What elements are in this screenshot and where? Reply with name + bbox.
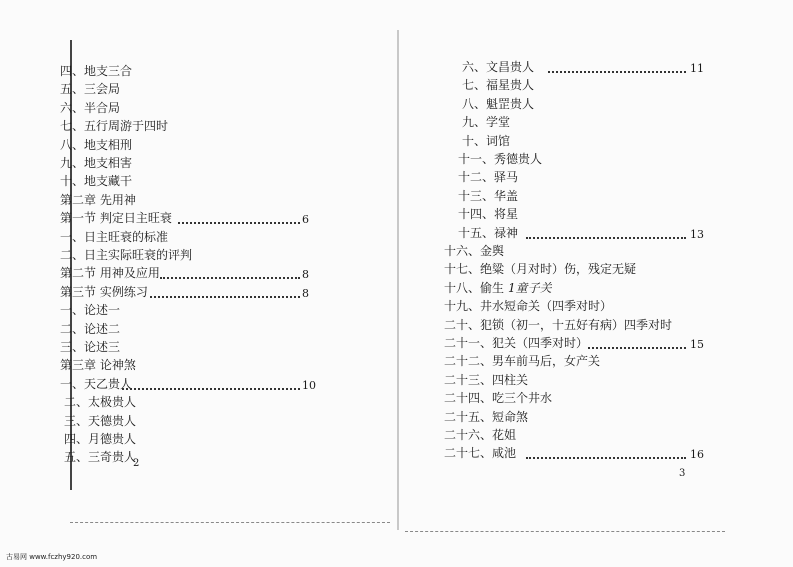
toc-entry-title: 四、月德贵人: [64, 432, 137, 446]
toc-entry: [60, 358, 136, 373]
toc-entry: [458, 152, 542, 167]
toc-entry: [444, 354, 600, 369]
toc-page-number: 8: [302, 268, 309, 282]
toc-entry: [60, 193, 136, 208]
toc-entry-title: 二、日主实际旺衰的评判: [60, 248, 193, 262]
toc-entry: [462, 97, 534, 112]
toc-entry-title: 二十六、花姐: [444, 428, 517, 442]
toc-entry-title: 二十二、男车前马后，女产关: [444, 354, 601, 369]
toc-entry-title: 七、福星贵人: [462, 78, 535, 93]
toc-entry: [60, 285, 148, 300]
toc-page-number: 15: [690, 338, 704, 351]
toc-entry: [60, 303, 120, 318]
toc-entry-title: 九、学堂: [462, 115, 511, 130]
toc-entry: [60, 119, 168, 134]
toc-entry: [64, 450, 136, 465]
toc-entry: [60, 82, 120, 97]
toc-entry-title: 十八、偷生: [444, 280, 505, 295]
toc-entry: [60, 340, 120, 355]
toc-entry: [60, 248, 192, 263]
toc-page-number: 10: [302, 378, 316, 392]
toc-entry-title: 二十一、犯关（四季对时）: [444, 336, 589, 350]
toc-entry: [444, 299, 612, 314]
toc-entry: [444, 262, 636, 277]
toc-page-number: 8: [302, 286, 309, 300]
toc-entry: [60, 64, 132, 79]
toc-entry-title: 一、论述一: [60, 303, 121, 318]
toc-entry: [444, 281, 552, 296]
toc-page-number: 11: [690, 62, 704, 75]
toc-entry-title: 二、太极贵人: [64, 395, 137, 410]
toc-entry-title: 十五、禄神: [458, 225, 519, 240]
toc-entry: [458, 170, 518, 185]
toc-entry-title: 三、天德贵人: [64, 413, 137, 428]
toc-entry: [64, 414, 136, 429]
toc-entry-title: 六、半合局: [60, 100, 121, 115]
toc-entry: [458, 226, 518, 241]
dot-leader: [588, 345, 686, 349]
toc-entry: [444, 446, 516, 461]
left-bottom-rule: [70, 521, 390, 523]
toc-entry-title: 十六、金舆: [444, 244, 505, 258]
toc-entry-title: 第三节 实例练习: [60, 284, 148, 299]
toc-entry-title: 二十四、吃三个井水: [444, 391, 553, 406]
right-page: [398, 0, 793, 540]
toc-entry-title: 二十五、短命煞: [444, 409, 529, 424]
toc-entry: [444, 410, 528, 425]
dot-leader: [548, 69, 686, 73]
toc-entry: [444, 428, 516, 443]
toc-page-number: 13: [690, 227, 704, 241]
toc-entry-title: 第一节 判定日主旺衰: [60, 211, 172, 226]
toc-entry-title: 九、地支相害: [60, 156, 133, 170]
handwritten-note: 1童子关: [508, 280, 552, 295]
toc-entry: [60, 156, 132, 171]
toc-entry-title: 第二节 用神及应用: [60, 266, 160, 281]
toc-entry: [462, 115, 510, 130]
toc-entry: [458, 207, 518, 222]
toc-entry-title: 二十三、四柱关: [444, 372, 529, 387]
dot-leader: [526, 235, 686, 239]
toc-entry-title: 二十七、咸池: [444, 446, 517, 461]
toc-entry-title: 三、论述三: [60, 340, 121, 354]
toc-entry: [444, 244, 504, 259]
toc-entry: [462, 78, 534, 93]
toc-entry: [64, 395, 136, 410]
right-bottom-rule: [405, 530, 725, 532]
toc-entry-title: 六、文昌贵人: [462, 60, 535, 74]
toc-page-number: 6: [302, 213, 309, 227]
toc-entry-title: 十四、将星: [458, 207, 519, 222]
toc-entry-title: 七、五行周游于四时: [60, 119, 169, 134]
toc-entry: [462, 60, 534, 75]
toc-entry-title: 十、地支藏干: [60, 174, 133, 189]
toc-entry: [444, 373, 528, 388]
toc-entry-title: 八、魁罡贵人: [462, 96, 535, 111]
toc-entry: [458, 189, 518, 204]
left-page-number: 2: [133, 458, 140, 469]
toc-entry-title: 二十、犯锁（初一，十五好有病）四季对时: [444, 317, 673, 332]
toc-entry-title: 五、三会局: [60, 82, 121, 97]
toc-entry: [60, 174, 132, 189]
toc-entry: [64, 432, 136, 447]
toc-entry-title: 二、论述二: [60, 321, 121, 336]
toc-entry-title: 一、日主旺衰的标准: [60, 229, 169, 244]
toc-entry: [444, 391, 552, 406]
toc-entry: [60, 101, 120, 116]
toc-page-number: 16: [690, 448, 704, 462]
toc-entry-title: 八、地支相刑: [60, 137, 133, 152]
toc-entry: [60, 211, 172, 226]
toc-entry: [60, 138, 132, 153]
toc-entry: [60, 322, 120, 337]
toc-entry-title: 十九、井水短命关（四季对时）: [444, 299, 613, 314]
dot-leader: [160, 275, 300, 279]
toc-entry: [60, 230, 168, 245]
toc-entry-title: 一、天乙贵人: [60, 376, 133, 391]
dot-leader: [526, 455, 686, 459]
dot-leader: [150, 294, 300, 298]
toc-entry-title: 十二、驿马: [458, 170, 519, 185]
toc-entry: [462, 134, 510, 149]
toc-entry-title: 四、地支三合: [60, 64, 133, 78]
toc-entry: [60, 266, 160, 281]
left-page: [0, 0, 398, 540]
toc-entry-title: 十一、秀德贵人: [458, 152, 543, 166]
dot-leader: [122, 386, 300, 390]
watermark: 古易网 www.fczhy920.com: [6, 553, 98, 561]
toc-entry-title: 第二章 先用神: [60, 192, 136, 207]
toc-entry: [444, 336, 588, 351]
right-page-number: 3: [679, 468, 686, 479]
toc-entry-title: 五、三奇贵人: [64, 450, 137, 465]
toc-entry-title: 第三章 论神煞: [60, 358, 136, 373]
toc-entry-title: 十、词馆: [462, 133, 511, 148]
toc-entry-title: 十七、绝粱（月对时）伤，残定无疑: [444, 262, 637, 277]
toc-entry: [444, 318, 672, 333]
toc-entry-title: 十三、华盖: [458, 188, 519, 203]
dot-leader: [178, 220, 300, 224]
